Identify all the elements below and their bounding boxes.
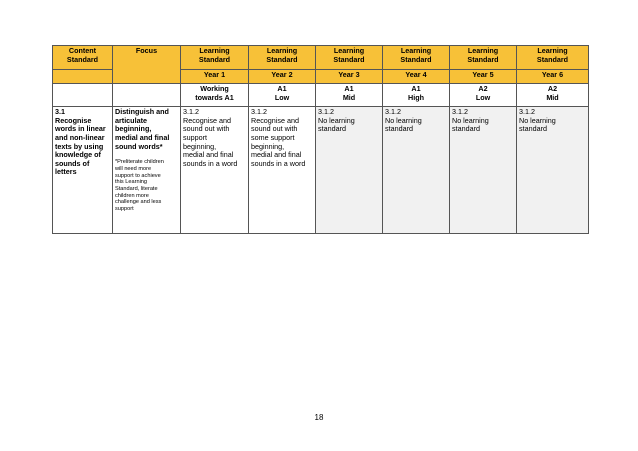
focus-text: Distinguish and articulate beginning, medial and final sound words* <box>115 107 170 151</box>
content-standard-header: Content Standard <box>53 46 113 70</box>
learning-standard-header: Learning Standard <box>181 46 249 70</box>
learning-standard-cell <box>450 107 517 234</box>
standard-code: 3.1.2 <box>318 107 334 116</box>
empty-band-cell <box>113 84 181 107</box>
page-number: 18 <box>314 413 324 422</box>
header-row <box>53 46 589 70</box>
standard-code: 3.1.2 <box>183 107 199 116</box>
year-header: Year 6 <box>517 70 589 84</box>
cefr-band: A1 Low <box>249 84 316 107</box>
learning-standard-cell <box>383 107 450 234</box>
cefr-band: Working towards A1 <box>181 84 249 107</box>
learning-standard-header: Learning Standard <box>517 46 589 70</box>
year-header: Year 3 <box>316 70 383 84</box>
learning-standard-cell <box>181 107 249 234</box>
standard-text: No learning standard <box>385 115 422 134</box>
cefr-band: A1 High <box>383 84 450 107</box>
focus-header: Focus <box>113 46 181 84</box>
standard-text: No learning standard <box>318 115 355 134</box>
standard-text: Recognise and sound out with some support beginning, medial and final sounds in a word <box>251 115 306 168</box>
learning-standard-header: Learning Standard <box>383 46 450 70</box>
standard-text: No learning standard <box>452 115 489 134</box>
year-header: Year 5 <box>450 70 517 84</box>
cefr-band: A2 Low <box>450 84 517 107</box>
learning-standard-cell <box>517 107 589 234</box>
standard-code: 3.1.2 <box>452 107 468 116</box>
content-standard-cell: 3.1 Recognise words in linear and non-linear texts by using knowledge of sounds of letters <box>53 107 113 234</box>
table-row <box>53 107 589 234</box>
standard-text: No learning standard <box>519 115 556 134</box>
learning-standard-header: Learning Standard <box>450 46 517 70</box>
standard-code: 3.1.2 <box>385 107 401 116</box>
standard-code: 3.1.2 <box>519 107 535 116</box>
learning-standard-header: Learning Standard <box>316 46 383 70</box>
learning-standard-cell <box>249 107 316 234</box>
standard-code: 3.1.2 <box>251 107 267 116</box>
cefr-band: A2 Mid <box>517 84 589 107</box>
learning-standard-cell <box>316 107 383 234</box>
year-header: Year 4 <box>383 70 450 84</box>
learning-standards-table <box>52 45 589 234</box>
learning-standard-header: Learning Standard <box>249 46 316 70</box>
focus-cell <box>113 107 181 234</box>
year-header: Year 2 <box>249 70 316 84</box>
focus-note: *Preliterate children will need more support to achieve this Learning Standard, literate children more challenge and less support <box>115 159 164 213</box>
year-header: Year 1 <box>181 70 249 84</box>
empty-band-cell <box>53 84 113 107</box>
standard-text: Recognise and sound out with support beginning, medial and final sounds in a word <box>183 115 238 168</box>
cefr-band: A1 Mid <box>316 84 383 107</box>
empty-header-cell <box>53 70 113 84</box>
cefr-band-row <box>53 84 589 107</box>
